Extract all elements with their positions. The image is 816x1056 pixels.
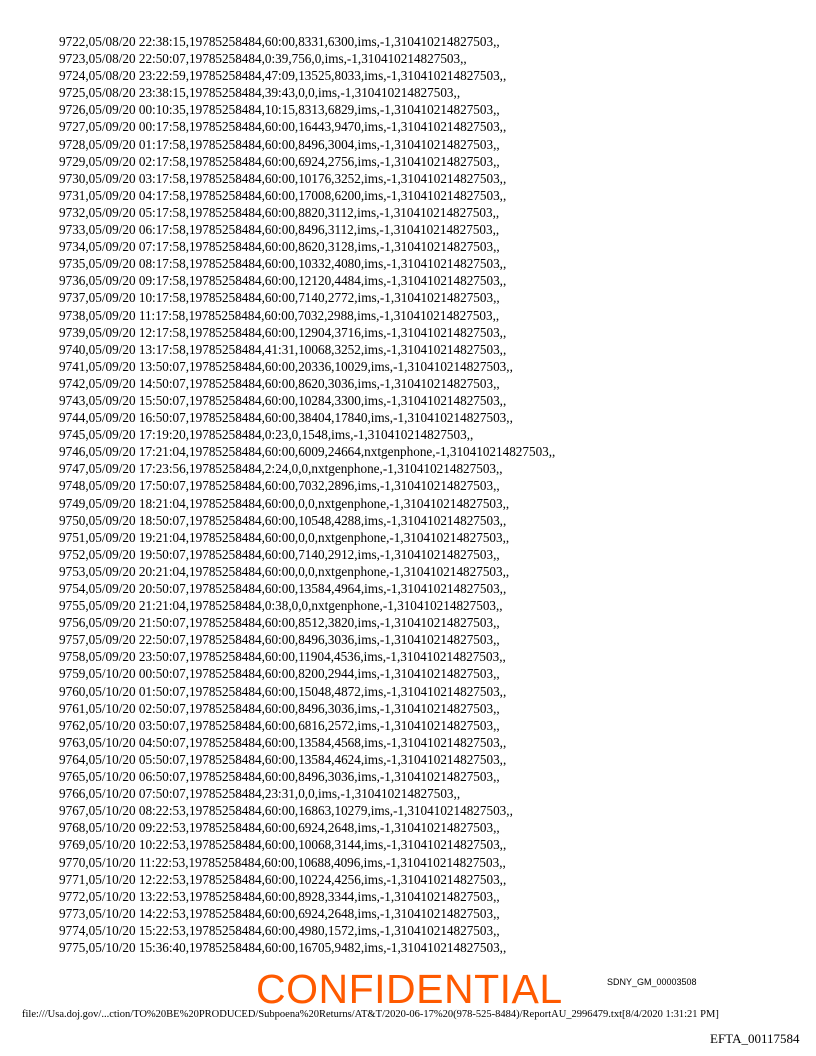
log-line: 9739,05/09/20 12:17:58,19785258484,60:00,12904,3716,ims,-1,310410214827503,, [59,324,507,340]
log-line: 9775,05/10/20 15:36:40,19785258484,60:00,16705,9482,ims,-1,310410214827503,, [59,939,507,955]
log-line: 9735,05/09/20 08:17:58,19785258484,60:00,10332,4080,ims,-1,310410214827503,, [59,256,507,272]
log-line: 9722,05/08/20 22:38:15,19785258484,60:00,8331,6300,ims,-1,310410214827503,, [59,34,500,49]
log-line: 9749,05/09/20 18:21:04,19785258484,60:00,0,0,nxtgenphone,-1,310410214827503,, [59,495,510,511]
log-line: 9741,05/09/20 13:50:07,19785258484,60:00,20336,10029,ims,-1,310410214827503,, [59,358,513,374]
log-line: 9742,05/09/20 14:50:07,19785258484,60:00,8620,3036,ims,-1,310410214827503,, [59,375,500,391]
log-line: 9723,05/08/20 22:50:07,19785258484,0:39,756,0,ims,-1,310410214827503,, [59,51,467,67]
log-line: 9753,05/09/20 20:21:04,19785258484,60:00,0,0,nxtgenphone,-1,310410214827503,, [59,563,510,579]
log-line: 9765,05/10/20 06:50:07,19785258484,60:00,8496,3036,ims,-1,310410214827503,, [59,769,500,785]
confidential-stamp: CONFIDENTIAL [256,966,563,1012]
log-line: 9744,05/09/20 16:50:07,19785258484,60:00,38404,17840,ims,-1,310410214827503,, [59,410,513,426]
log-line: 9758,05/09/20 23:50:07,19785258484,60:00,11904,4536,ims,-1,310410214827503,, [59,649,506,665]
log-line: 9729,05/09/20 02:17:58,19785258484,60:00,6924,2756,ims,-1,310410214827503,, [59,153,500,169]
log-line: 9730,05/09/20 03:17:58,19785258484,60:00,10176,3252,ims,-1,310410214827503,, [59,170,507,186]
log-line: 9757,05/09/20 22:50:07,19785258484,60:00,8496,3036,ims,-1,310410214827503,, [59,632,500,648]
log-line: 9773,05/10/20 14:22:53,19785258484,60:00,6924,2648,ims,-1,310410214827503,, [59,905,500,921]
log-line: 9748,05/09/20 17:50:07,19785258484,60:00,7032,2896,ims,-1,310410214827503,, [59,478,500,494]
log-line: 9746,05/09/20 17:21:04,19785258484,60:00,6009,24664,nxtgenphone,-1,310410214827503,, [59,444,556,460]
log-line: 9747,05/09/20 17:23:56,19785258484,2:24,0,0,nxtgenphone,-1,310410214827503,, [59,461,503,477]
log-line: 9759,05/10/20 00:50:07,19785258484,60:00,8200,2944,ims,-1,310410214827503,, [59,666,500,682]
log-line: 9740,05/09/20 13:17:58,19785258484,41:31,10068,3252,ims,-1,310410214827503,, [59,341,507,357]
log-line: 9731,05/09/20 04:17:58,19785258484,60:00,17008,6200,ims,-1,310410214827503,, [59,187,507,203]
log-line: 9727,05/09/20 00:17:58,19785258484,60:00,16443,9470,ims,-1,310410214827503,, [59,119,507,135]
log-line: 9737,05/09/20 10:17:58,19785258484,60:00,7140,2772,ims,-1,310410214827503,, [59,290,500,306]
log-line: 9767,05/10/20 08:22:53,19785258484,60:00,16863,10279,ims,-1,310410214827503,, [59,803,513,819]
log-line: 9732,05/09/20 05:17:58,19785258484,60:00,8820,3112,ims,-1,310410214827503,, [59,204,500,220]
log-line: 9764,05/10/20 05:50:07,19785258484,60:00,13584,4624,ims,-1,310410214827503,, [59,751,507,767]
bates-number: SDNY_GM_00003508 [607,977,697,987]
log-line: 9766,05/10/20 07:50:07,19785258484,23:31,0,0,ims,-1,310410214827503,, [59,786,461,802]
file-path-footer: file:///Usa.doj.gov/...ction/TO%20BE%20PRODUCED/Subpoena%20Returns/AT&T/2020-06-17%20(978-525-8484)/ReportAU_2996479.txt[8/4/2020 1:31:21 PM] [22,1009,719,1020]
log-line: 9756,05/09/20 21:50:07,19785258484,60:00,8512,3820,ims,-1,310410214827503,, [59,615,500,631]
log-line: 9763,05/10/20 04:50:07,19785258484,60:00,13584,4568,ims,-1,310410214827503,, [59,734,507,750]
log-line: 9772,05/10/20 13:22:53,19785258484,60:00,8928,3344,ims,-1,310410214827503,, [59,888,500,904]
log-line: 9762,05/10/20 03:50:07,19785258484,60:00,6816,2572,ims,-1,310410214827503,, [59,717,500,733]
log-line: 9745,05/09/20 17:19:20,19785258484,0:23,0,1548,ims,-1,310410214827503,, [59,427,474,443]
log-line: 9728,05/09/20 01:17:58,19785258484,60:00,8496,3004,ims,-1,310410214827503,, [59,136,500,152]
log-line: 9734,05/09/20 07:17:58,19785258484,60:00,8620,3128,ims,-1,310410214827503,, [59,239,500,255]
efta-identifier: EFTA_00117584 [710,1031,800,1046]
log-line: 9774,05/10/20 15:22:53,19785258484,60:00,4980,1572,ims,-1,310410214827503,, [59,922,500,938]
log-line: 9768,05/10/20 09:22:53,19785258484,60:00,6924,2648,ims,-1,310410214827503,, [59,820,500,836]
log-line: 9770,05/10/20 11:22:53,19785258484,60:00,10688,4096,ims,-1,310410214827503,, [59,854,506,870]
log-line: 9755,05/09/20 21:21:04,19785258484,0:38,0,0,nxtgenphone,-1,310410214827503,, [59,598,503,614]
log-line: 9733,05/09/20 06:17:58,19785258484,60:00,8496,3112,ims,-1,310410214827503,, [59,222,500,238]
log-line: 9754,05/09/20 20:50:07,19785258484,60:00,13584,4964,ims,-1,310410214827503,, [59,581,507,596]
log-line: 9769,05/10/20 10:22:53,19785258484,60:00,10068,3144,ims,-1,310410214827503,, [59,837,507,853]
log-line: 9743,05/09/20 15:50:07,19785258484,60:00,10284,3300,ims,-1,310410214827503,, [59,392,507,408]
log-records [59,33,779,956]
log-line: 9751,05/09/20 19:21:04,19785258484,60:00,0,0,nxtgenphone,-1,310410214827503,, [59,529,510,545]
log-line: 9724,05/08/20 23:22:59,19785258484,47:09,13525,8033,ims,-1,310410214827503,, [59,68,507,84]
log-line: 9736,05/09/20 09:17:58,19785258484,60:00,12120,4484,ims,-1,310410214827503,, [59,273,507,289]
log-line: 9738,05/09/20 11:17:58,19785258484,60:00,7032,2988,ims,-1,310410214827503,, [59,307,500,323]
log-line: 9752,05/09/20 19:50:07,19785258484,60:00,7140,2912,ims,-1,310410214827503,, [59,546,500,562]
log-line: 9750,05/09/20 18:50:07,19785258484,60:00,10548,4288,ims,-1,310410214827503,, [59,512,507,528]
log-line: 9771,05/10/20 12:22:53,19785258484,60:00,10224,4256,ims,-1,310410214827503,, [59,871,507,887]
log-line: 9761,05/10/20 02:50:07,19785258484,60:00,8496,3036,ims,-1,310410214827503,, [59,700,500,716]
log-line: 9760,05/10/20 01:50:07,19785258484,60:00,15048,4872,ims,-1,310410214827503,, [59,683,507,699]
log-line: 9725,05/08/20 23:38:15,19785258484,39:43,0,0,ims,-1,310410214827503,, [59,85,461,101]
log-line: 9726,05/09/20 00:10:35,19785258484,10:15,8313,6829,ims,-1,310410214827503,, [59,102,500,118]
